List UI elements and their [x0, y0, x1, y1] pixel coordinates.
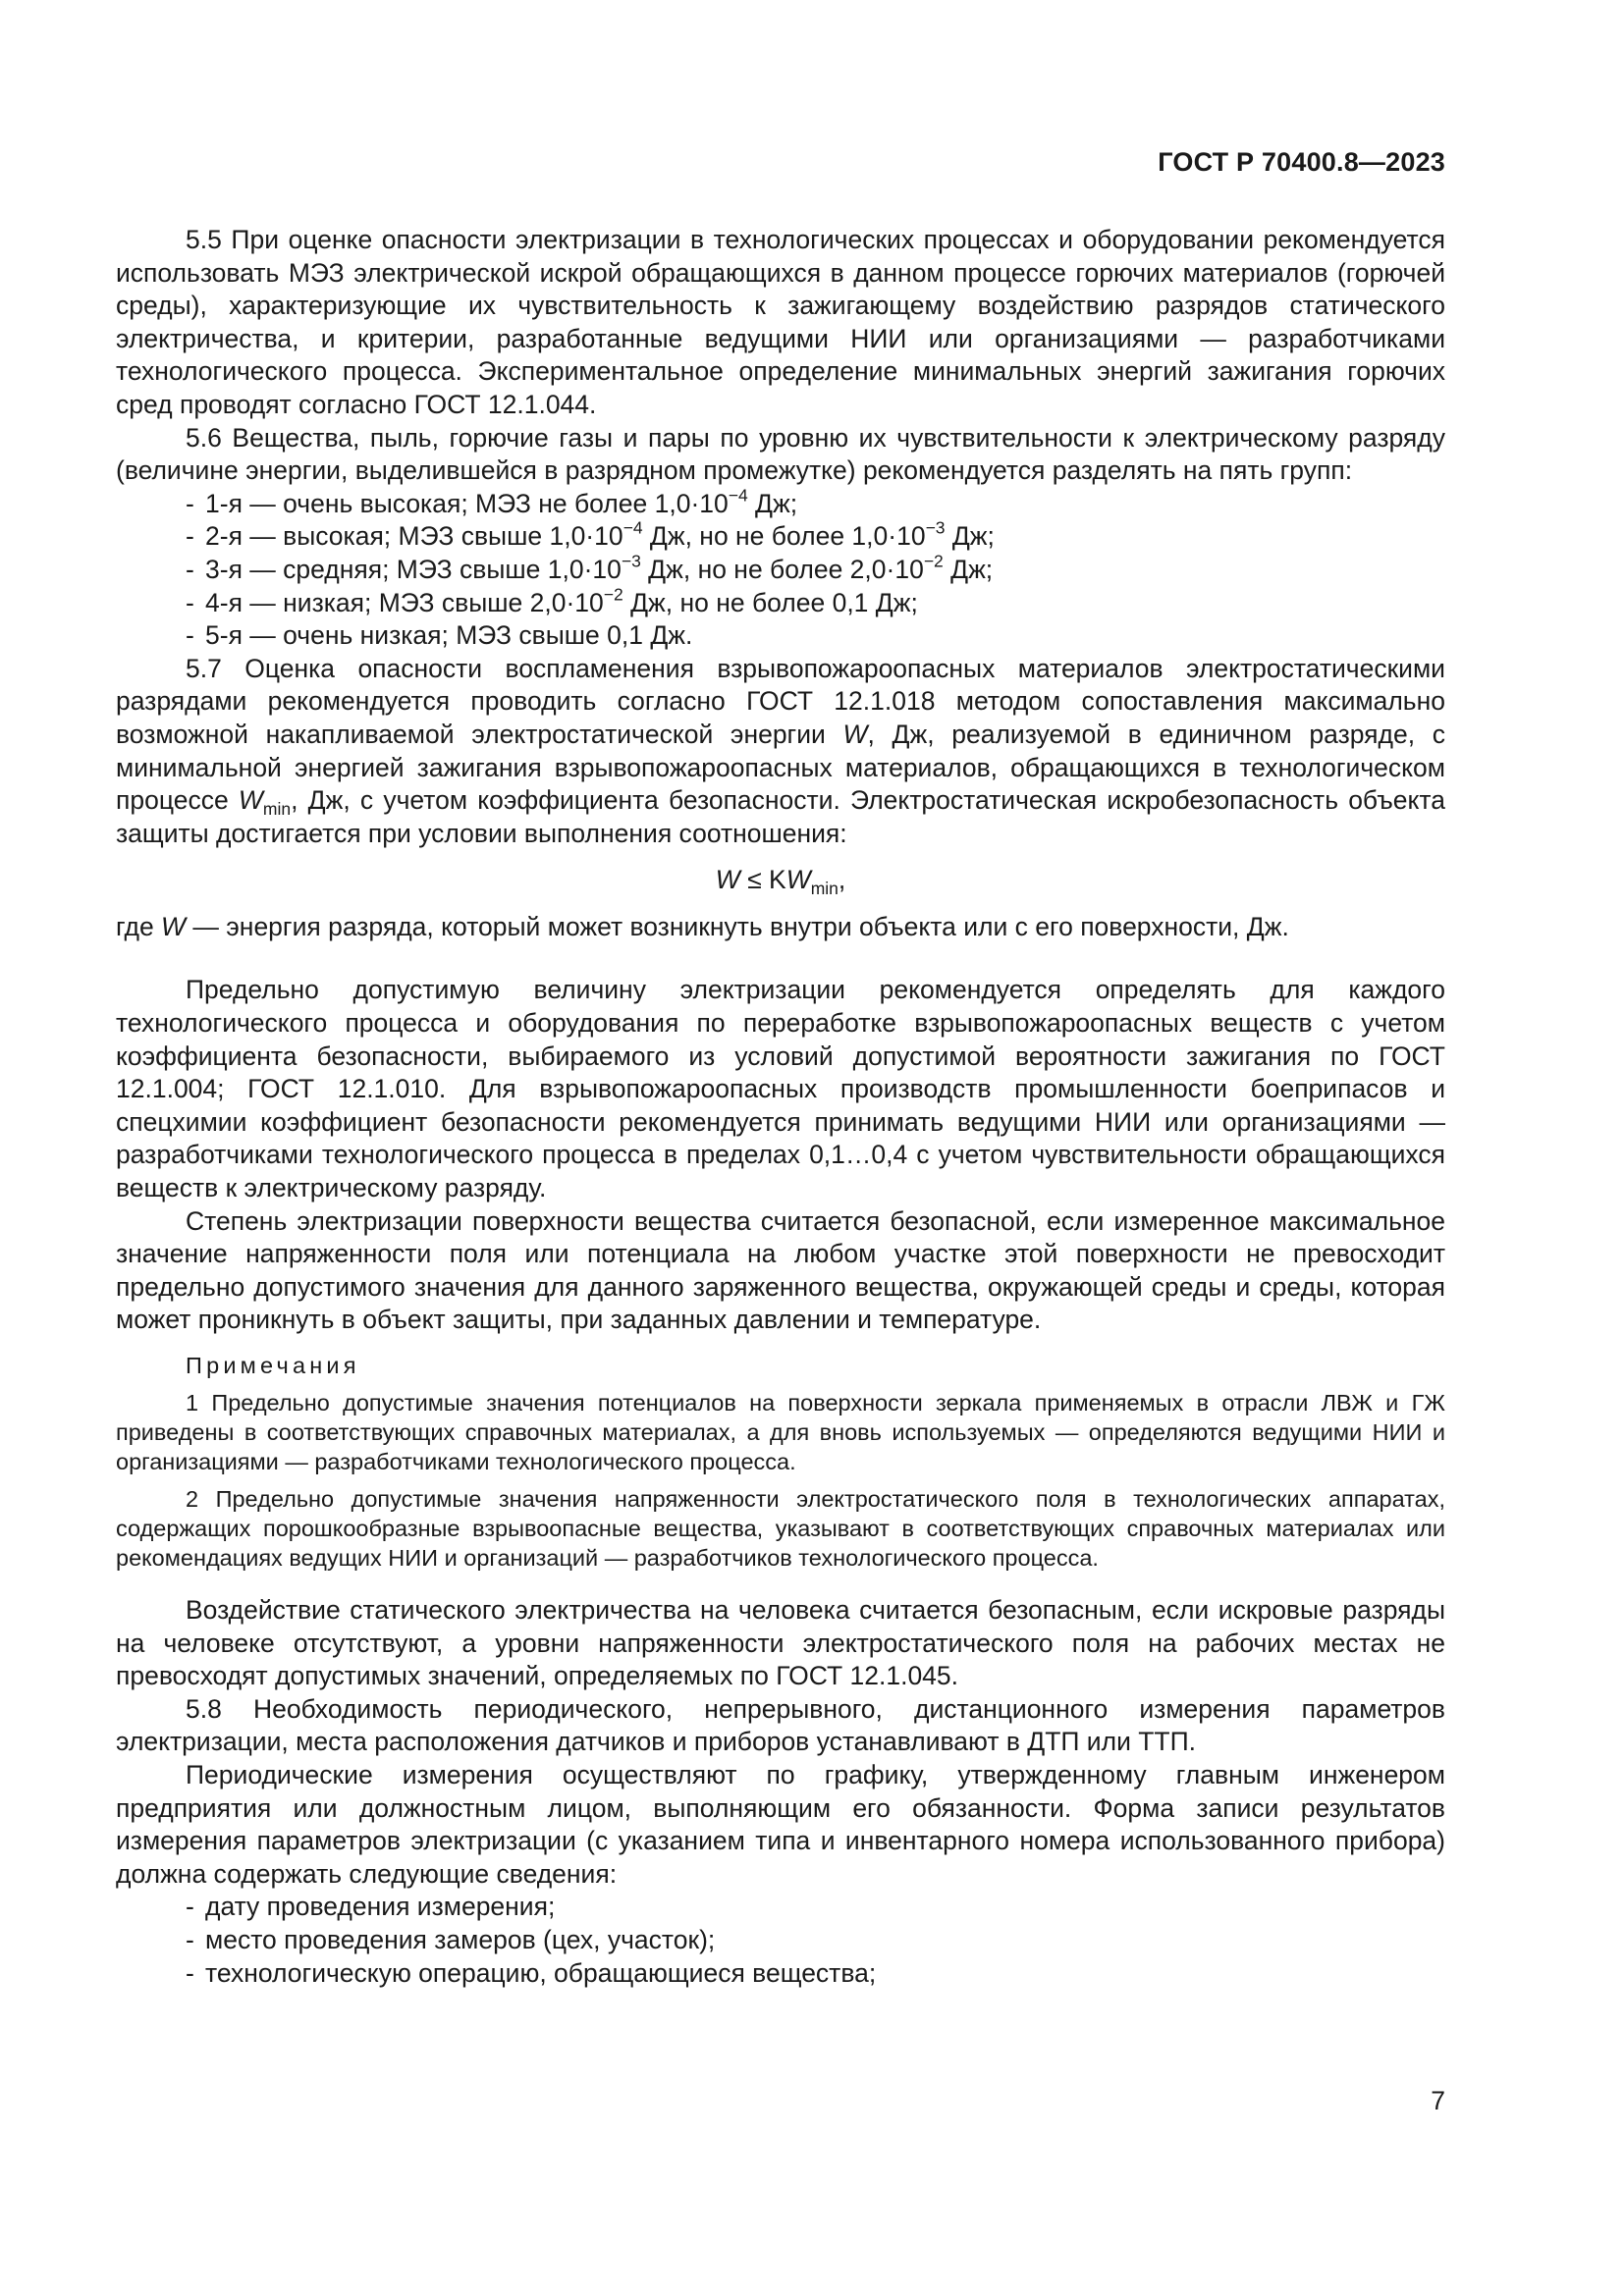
list-item: - 3-я — средняя; МЭЗ свыше $1,0\cdot 10^{-3}$ Дж, но не более $2,0\cdot 10^{-2}$ Дж;: [186, 551, 994, 584]
paragraph-human: Воздействие статического электричества на человека считается безопасным, если искровые разряды на человеке отсутствуют, а уровни напряженности электростатического поля на рабочих местах не превосходят допустимых значений, определяемых по ГОСТ 12.1.045.: [116, 1595, 1445, 1691]
paragraph-limit-value: Предельно допустимую величину электризации рекомендуется определять для каждого технологического процесса и оборудования по переработке взрывопожароопасных веществ с учетом коэффициента безопасности, выбираемого из условий допустимой вероятности зажигания по ГОСТ 12.1.004; ГОСТ 12.1.010. Для взрывопожароопасных производств промышленности боеприпасов и спецхимии коэффициент безопасности рекомендуется принимать ведущими НИИ или организациями — разработчиками технологического процесса в пределах 0,1…0,4 с учетом чувствительности обращающихся веществ к электрическому разряду.: [116, 975, 1445, 1203]
note-1: 1 Предельно допустимые значения потенциалов на поверхности зеркала применяемых в отрасли ЛВЖ и ГЖ приведены в соответствующих справочных материалах, а для вновь используемых — определяются ведущими НИИ и организациями — разработчиками технологического процесса.: [116, 1390, 1445, 1474]
formula-explanation: где W — энергия разряда, который может возникнуть внутри объекта или с его поверхности, Дж.: [116, 911, 1289, 941]
paragraph-5-5: 5.5 При оценке опасности электризации в технологических процессах и оборудовании рекомендуется использовать МЭЗ электрической искрой обращающихся в данном процессе горючих материалов (горючей среды), характеризующие их чувствительность к зажигающему воздействию разрядов статического электричества, и критерии, разработанные ведущими НИИ или организациями — разработчиками технологического процесса. Экспериментальное определение минимальных энергий зажигания горючих сред проводят согласно ГОСТ 12.1.044.: [116, 225, 1445, 419]
document-body: [116, 224, 1445, 1990]
formula: $W \le KW_{min}$,: [715, 865, 846, 899]
page-number: 7: [1431, 2086, 1445, 2115]
paragraph-periodic: Периодические измерения осуществляют по графику, утвержденному главным инженером предприятия или должностным лицом, выполняющим его обязанности. Форма записи результатов измерения параметров электризации (с указанием типа и инвентарного номера использованного прибора) должна содержать следующие сведения:: [116, 1759, 1445, 1889]
notes-block: [116, 1351, 1445, 1573]
list-item: - 1-я — очень высокая; МЭЗ не более $1,0\cdot 10^{-4}$ Дж;: [186, 485, 798, 518]
records-list: [116, 1891, 1445, 1990]
notes-title: Примечания: [186, 1353, 360, 1378]
document-code: ГОСТ Р 70400.8—2023: [1158, 147, 1445, 177]
paragraph-5-7: 5.7 Оценка опасности воспламенения взрывопожароопасных материалов электростатическими разрядами рекомендуется проводить согласно ГОСТ 12.1.018 методом сопоставления максимально возможной накапливаемой электростатической энергии W, Дж, реализуемой в единичном разряде, с минимальной энергией зажигания взрывопожароопасных материалов, обращающихся в технологическом процессе $W_{min}$, Дж, с учетом коэффициента безопасности. Электростатическая искробезопасность объекта защиты достигается при условии выполнения соотношения:: [116, 653, 1446, 848]
list-item: - место проведения замеров (цех, участок);: [186, 1924, 716, 1954]
list-item: - дату проведения измерения;: [186, 1892, 556, 1922]
list-item: - 5-я — очень низкая; МЭЗ свыше 0,1 Дж.: [186, 620, 693, 651]
list-item: - технологическую операцию, обращающиеся вещества;: [186, 1957, 877, 1988]
list-item: - 2-я — высокая; МЭЗ свыше $1,0\cdot 10^{-4}$ Дж, но не более $1,0\cdot 10^{-3}$ Дж;: [186, 517, 995, 552]
note-2: 2 Предельно допустимые значения напряженности электростатического поля в технологических аппаратах, содержащих порошкообразные взрывоопасные вещества, указывают в соответствующих справочных материалах или рекомендациях ведущих НИИ и организаций — разработчиков технологического процесса.: [116, 1486, 1445, 1571]
list-item: - 4-я — низкая; МЭЗ свыше $2,0\cdot 10^{-2}$ Дж, но не более 0,1 Дж;: [186, 584, 918, 617]
paragraph-5-8: 5.8 Необходимость периодического, непрерывного, дистанционного измерения параметров электризации, места расположения датчиков и приборов устанавливают в ДТП или ТТП.: [116, 1693, 1445, 1757]
paragraph-5-6: 5.6 Вещества, пыль, горючие газы и пары по уровню их чувствительности к электрическому разряду (величине энергии, выделившейся в разрядном промежутке) рекомендуется разделять на пять групп:: [116, 422, 1445, 486]
sensitivity-groups-list: [116, 485, 1445, 653]
paragraph-degree: Степень электризации поверхности вещества считается безопасной, если измеренное максимальное значение напряженности поля или потенциала на любом участке этой поверхности не превосходит предельно допустимого значения для данного заряженного вещества, окружающей среды и среды, которая может проникнуть в объект защиты, при заданных давлении и температуре.: [116, 1205, 1445, 1335]
